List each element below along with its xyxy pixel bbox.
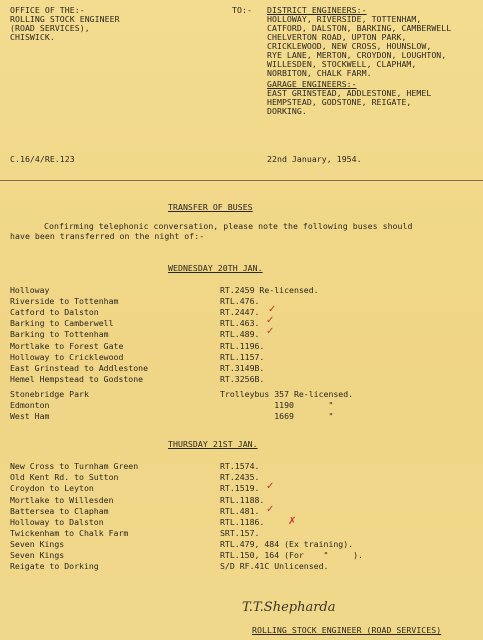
reference-number: C.16/4/RE.123 [10, 154, 75, 164]
row-detail: RTL.476. [220, 296, 260, 306]
table-row [10, 551, 363, 560]
row-destination: New Cross to Turnham Green [10, 461, 139, 471]
row-detail: RTL.1157. [220, 352, 265, 362]
header-divider [0, 180, 483, 181]
garage-line-1: EAST GRINSTEAD, ADDLESTONE, HEMEL [267, 88, 432, 98]
table-row [10, 308, 259, 317]
row-destination: Barking to Tottenham [10, 329, 109, 339]
row-detail: 1669 " [220, 411, 334, 421]
table-row [10, 462, 259, 471]
table-row [10, 484, 259, 493]
table-row [10, 390, 353, 399]
row-detail: RT.2435. [220, 472, 260, 482]
from-line-4: CHISWICK. [10, 32, 55, 42]
row-detail: S/D RF.41C Unlicensed. [220, 561, 329, 571]
table-row [10, 496, 264, 505]
row-detail: RTL.150, 164 (For " ). [220, 550, 363, 560]
row-detail: RTL.481. [220, 506, 260, 516]
row-destination: Seven Kings [10, 550, 65, 560]
table-row [10, 330, 259, 339]
table-row [10, 562, 328, 571]
table-row [10, 473, 259, 482]
district-line-5: RYE LANE, MERTON, CROYDON, LOUGHTON, [267, 50, 447, 60]
row-destination: Twickenham to Chalk Farm [10, 528, 129, 538]
garage-engineers-title: GARAGE ENGINEERS:- [267, 79, 357, 89]
table-row [10, 342, 264, 351]
row-destination: Holloway to Cricklewood [10, 352, 124, 362]
row-detail: RTL.463. [220, 318, 260, 328]
row-destination: Stonebridge Park [10, 389, 89, 399]
tick-mark-icon: ✓ [266, 315, 275, 326]
document-title: TRANSFER OF BUSES [168, 202, 253, 212]
from-line-1: OFFICE OF THE:- [10, 5, 85, 15]
row-detail: 1190 " [220, 400, 334, 410]
tick-mark-icon: ✓ [266, 504, 275, 515]
row-destination: East Grinstead to Addlestone [10, 363, 149, 373]
district-line-3: CHELVERTON ROAD, UPTON PARK, [267, 32, 407, 42]
cross-mark-icon: ✗ [288, 516, 297, 527]
row-detail: SRT.157. [220, 528, 260, 538]
tick-mark-icon: ✓ [266, 326, 275, 337]
row-destination: Hemel Hempstead to Godstone [10, 374, 144, 384]
row-detail: Trolleybus 357 Re-licensed. [220, 389, 354, 399]
row-destination: Battersea to Clapham [10, 506, 109, 516]
row-detail: RT.3256B. [220, 374, 265, 384]
to-label: TO:- [232, 5, 252, 15]
table-row [10, 375, 264, 384]
footer-signatory: ROLLING STOCK ENGINEER (ROAD SERVICES) [252, 625, 442, 635]
row-detail: RTL.489. [220, 329, 260, 339]
row-detail: RT.3149B. [220, 363, 265, 373]
row-destination: Edmonton [10, 400, 50, 410]
table-row [10, 507, 259, 516]
table-row [10, 319, 259, 328]
table-row [10, 529, 259, 538]
row-destination: Old Kent Rd. to Sutton [10, 472, 119, 482]
row-detail: RT.2447. [220, 307, 260, 317]
district-line-7: NORBITON, CHALK FARM. [267, 68, 372, 78]
row-destination: Seven Kings [10, 539, 65, 549]
row-destination: Holloway [10, 285, 50, 295]
district-line-1: HOLLOWAY, RIVERSIDE, TOTTENHAM, [267, 14, 422, 24]
row-detail: RTL.1188. [220, 495, 265, 505]
intro-line-2: have been transferred on the night of:- [10, 231, 205, 241]
district-line-2: CATFORD, DALSTON, BARKING, CAMBERWELL [267, 23, 452, 33]
row-destination: Mortlake to Willesden [10, 495, 114, 505]
district-line-6: WILLESDEN, STOCKWELL, CLAPHAM, [267, 59, 417, 69]
row-detail: RT.1519. [220, 483, 260, 493]
row-detail: RTL.1196. [220, 341, 265, 351]
letter-date: 22nd January, 1954. [267, 154, 362, 164]
row-detail: RT.2459 Re-licensed. [220, 285, 319, 295]
garage-line-2: HEMPSTEAD, GODSTONE, REIGATE, [267, 97, 412, 107]
table-row [10, 412, 333, 421]
section-heading-wednesday: WEDNESDAY 20TH JAN. [168, 263, 263, 273]
row-detail: RTL.1186. [220, 517, 265, 527]
intro-line-1: Confirming telephonic conversation, please note the following buses should [44, 221, 413, 231]
table-row [10, 353, 264, 362]
row-detail: RT.1574. [220, 461, 260, 471]
table-row [10, 286, 319, 295]
row-destination: Mortlake to Forest Gate [10, 341, 124, 351]
garage-line-3: DORKING. [267, 106, 307, 116]
district-line-4: CRICKLEWOOD, NEW CROSS, HOUNSLOW, [267, 41, 432, 51]
from-line-2: ROLLING STOCK ENGINEER [10, 14, 120, 24]
row-destination: Catford to Dalston [10, 307, 99, 317]
row-destination: Holloway to Dalston [10, 517, 104, 527]
row-destination: Croydon to Leyton [10, 483, 94, 493]
row-destination: Riverside to Tottenham [10, 296, 119, 306]
tick-mark-icon: ✓ [266, 481, 275, 492]
signature: T.T.Shepharda [242, 600, 336, 615]
from-line-3: (ROAD SERVICES), [10, 23, 90, 33]
section-heading-thursday: THURSDAY 21ST JAN. [168, 439, 258, 449]
district-engineers-title: DISTRICT ENGINEERS:- [267, 5, 367, 15]
tick-mark-icon: ✓ [268, 304, 277, 315]
table-row [10, 540, 353, 549]
row-detail: RTL.479, 484 (Ex training). [220, 539, 354, 549]
table-row [10, 297, 259, 306]
table-row [10, 364, 264, 373]
table-row [10, 401, 333, 410]
table-row [10, 518, 264, 527]
row-destination: Reigate to Dorking [10, 561, 99, 571]
row-destination: Barking to Camberwell [10, 318, 114, 328]
row-destination: West Ham [10, 411, 50, 421]
